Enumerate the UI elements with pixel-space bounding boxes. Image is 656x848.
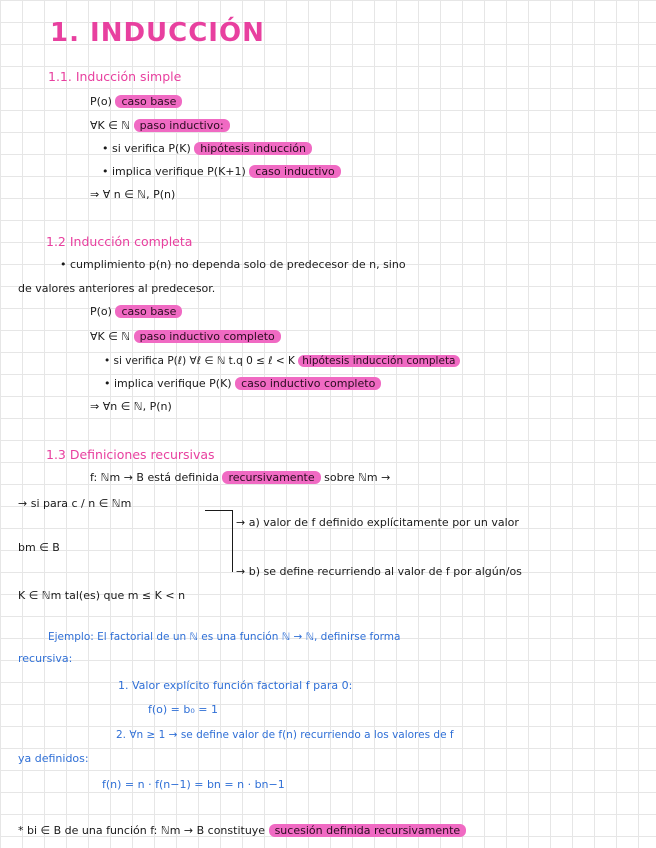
s13-line-3: → a) valor de f definido explícitamente por un valor: [236, 516, 519, 529]
s12-l4-highlight: caso inductivo completo: [235, 377, 381, 390]
s11-line-1: [90, 95, 182, 109]
s12-l1-highlight: caso base: [115, 305, 182, 318]
s12-l4-text: • implica verifique P(K): [104, 377, 232, 390]
s13-line-2: → si para c / n ∈ ℕm: [18, 497, 132, 510]
example-line-7: f(n) = n · f(n−1) = bn = n · bn−1: [102, 778, 285, 791]
s12-l2-text: ∀K ∈ ℕ: [90, 330, 131, 343]
s12-paragraph-2: de valores anteriores al predecesor.: [18, 282, 216, 295]
s13-line-4: bm ∈ B: [18, 541, 60, 554]
s11-line-5: ⇒ ∀ n ∈ ℕ, P(n): [90, 188, 176, 201]
footer-highlight: sucesión definida recursivamente: [269, 824, 467, 837]
s12-l1-text: P(o): [90, 305, 112, 318]
s13-line-1: [90, 471, 390, 485]
s11-line-2: [90, 119, 230, 133]
branch-connector-vertical: [232, 510, 233, 572]
example-line-4: f(o) = b₀ = 1: [148, 703, 218, 716]
page-title: 1. INDUCCIÓN: [50, 18, 265, 48]
s11-l2-text: ∀K ∈ ℕ: [90, 119, 131, 132]
example-line-2: recursiva:: [18, 652, 73, 665]
s13-l1-highlight: recursivamente: [222, 471, 320, 484]
s11-l4-highlight: caso inductivo: [249, 165, 340, 178]
section-1-3-heading: 1.3 Definiciones recursivas: [46, 447, 215, 462]
example-line-6: ya definidos:: [18, 752, 89, 765]
s11-l3-highlight: hipótesis inducción: [194, 142, 312, 155]
s13-l1-text-b: sobre ℕm →: [324, 471, 391, 484]
s12-line-5: ⇒ ∀n ∈ ℕ, P(n): [90, 400, 172, 413]
s11-l1-text: P(o): [90, 95, 112, 108]
s12-l2-highlight: paso inductivo completo: [134, 330, 281, 343]
footer-text: * bi ∈ B de una función f: ℕm → B constituye: [18, 824, 266, 837]
s13-l1-text-a: f: ℕm → B está definida: [90, 471, 219, 484]
example-line-1: Ejemplo: El factorial de un ℕ es una función ℕ → ℕ, definirse forma: [48, 631, 401, 643]
branch-connector-top: [205, 510, 233, 511]
s11-l4-text: • implica verifique P(K+1): [102, 165, 246, 178]
s11-l3-text: • si verifica P(K): [102, 142, 191, 155]
s11-line-3: [102, 142, 312, 156]
example-line-3: 1. Valor explícito función factorial f para 0:: [118, 679, 353, 692]
section-1-2-heading: 1.2 Inducción completa: [46, 234, 193, 249]
s11-line-4: [102, 165, 341, 179]
s12-l3-highlight: hipótesis inducción completa: [298, 355, 459, 367]
s12-paragraph-1: • cumplimiento p(n) no dependa solo de predecesor de n, sino: [60, 258, 406, 271]
section-1-1-heading: 1.1. Inducción simple: [48, 69, 182, 84]
footer-line: [18, 824, 466, 838]
s12-line-1: [90, 305, 182, 319]
s12-line-4: [104, 377, 381, 391]
s12-l3-text: • si verifica P(ℓ) ∀ℓ ∈ ℕ t.q 0 ≤ ℓ < K: [104, 355, 295, 367]
s13-line-6: K ∈ ℕm tal(es) que m ≤ K < n: [18, 589, 186, 602]
s11-l2-highlight: paso inductivo:: [134, 119, 230, 132]
s13-line-5: → b) se define recurriendo al valor de f por algún/os: [236, 565, 522, 578]
example-line-5: 2. ∀n ≥ 1 → se define valor de f(n) recurriendo a los valores de f: [116, 729, 454, 741]
s12-line-3: [104, 354, 460, 368]
s12-line-2: [90, 330, 281, 344]
s11-l1-highlight: caso base: [115, 95, 182, 108]
